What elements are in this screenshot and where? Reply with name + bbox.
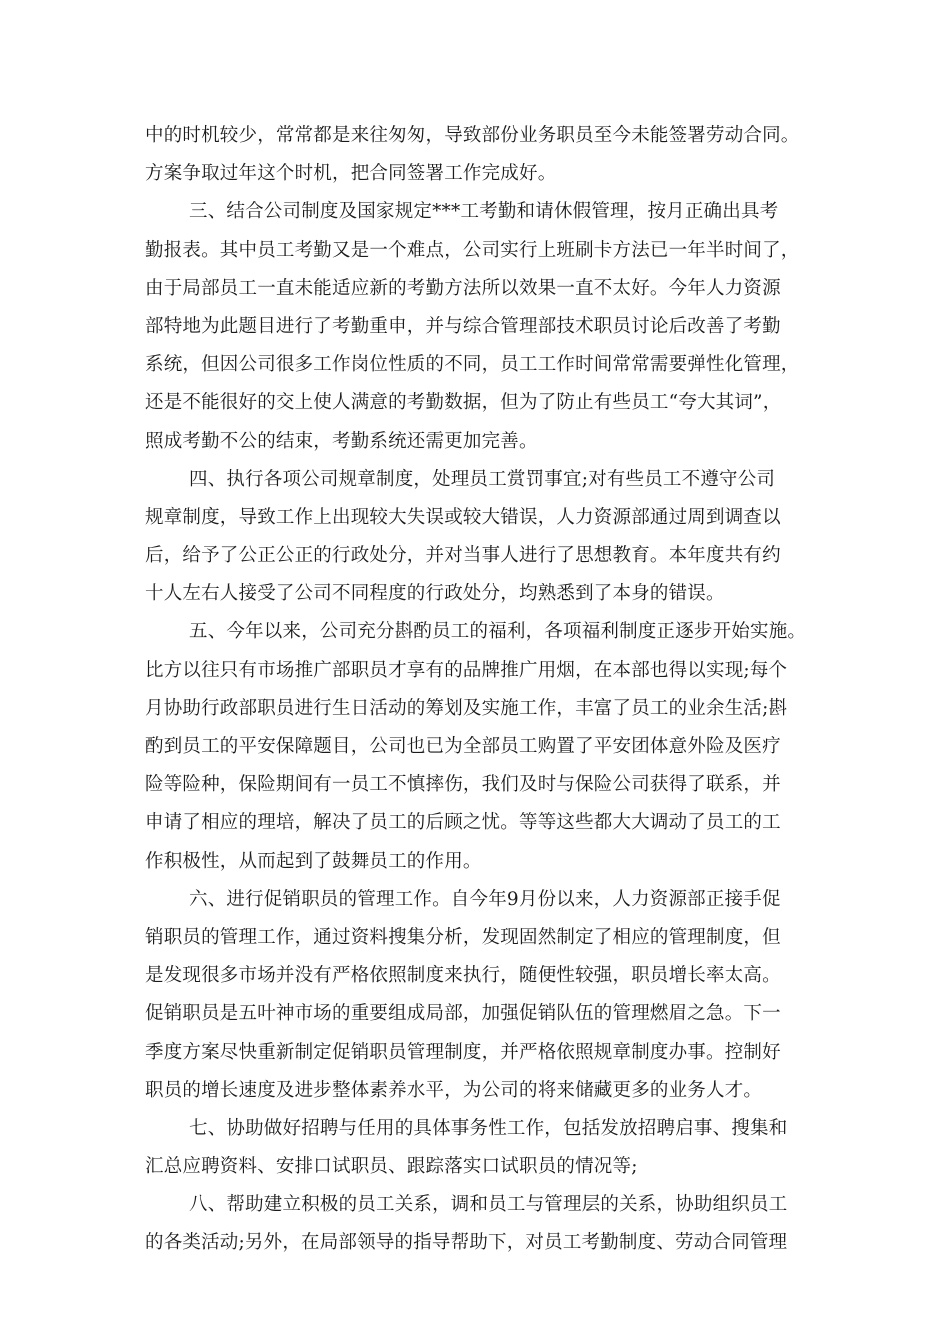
text-line: 规章制度，导致工作上出现较大失误或较大错误，人力资源部通过周到调查以 — [145, 506, 781, 528]
text-line: 由于局部员工一直未能适应新的考勤方法所以效果一直不太好。今年人力资源 — [145, 277, 781, 299]
paragraph-first-line: 三、结合公司制度及国家规定***工考勤和请休假管理，按月正确出具考 — [189, 201, 779, 223]
text-line: 中的时机较少，常常都是来往匆匆，导致部份业务职员至今未能签署劳动合同。 — [145, 125, 800, 146]
text-line: 系统，但因公司很多工作岗位性质的不同，员工工作时间常常需要弹性化管理， — [145, 354, 800, 376]
text-line: 销职员的管理工作，通过资料搜集分析，发现固然制定了相应的管理制度，但 — [145, 926, 781, 948]
paragraph-first-line: 六、进行促销职员的管理工作。自今年9月份以来，人力资源部正接手促 — [189, 888, 781, 910]
text-line: 勤报表。其中员工考勤又是一个难点，公司实行上班刷卡方法已一年半时间了， — [145, 239, 800, 261]
text-line: 后，给予了公正公正的行政处分，并对当事人进行了思想教育。本年度共有约 — [145, 545, 781, 567]
text-line: 职员的增长速度及进步整体素养水平，为公司的将来储藏更多的业务人才。 — [145, 1079, 763, 1101]
text-line: 比方以往只有市场推广部职员才享有的品牌推广用烟，在本部也得以实现;每个 — [145, 659, 788, 681]
text-line: 月协助行政部职员进行生日活动的筹划及实施工作，丰富了员工的业余生活;斟 — [145, 697, 788, 719]
paragraph-first-line: 五、今年以来，公司充分斟酌员工的福利，各项福利制度正逐步开始实施。 — [189, 621, 807, 643]
paragraph-first-line: 七、协助做好招聘与任用的具体事务性工作，包括发放招聘启事、搜集和 — [189, 1117, 788, 1139]
text-line: 部特地为此题目进行了考勤重申，并与综合管理部技术职员讨论后改善了考勤 — [145, 315, 781, 337]
paragraph-first-line: 四、执行各项公司规章制度，处理员工赏罚事宜;对有些员工不遵守公司 — [189, 468, 776, 490]
text-line: 十人左右人接受了公司不同程度的行政处分，均熟悉到了本身的错误。 — [145, 583, 725, 605]
text-line: 还是不能很好的交上使人满意的考勤数据，但为了防止有些员工“夸大其词”， — [145, 392, 782, 414]
text-line: 汇总应聘资料、安排口试职员、跟踪落实口试职员的情况等; — [145, 1156, 638, 1178]
text-line: 促销职员是五叶神市场的重要组成局部，加强促销队伍的管理燃眉之急。下一 — [145, 1003, 781, 1025]
text-line: 申请了相应的理培，解决了员工的后顾之忧。等等这些都大大调动了员工的工 — [145, 812, 781, 834]
text-line: 方案争取过年这个时机，把合同签署工作完成好。 — [145, 163, 557, 185]
text-line: 酌到员工的平安保障题目，公司也已为全部员工购置了平安团体意外险及医疗 — [145, 736, 781, 757]
text-line: 作积极性，从而起到了鼓舞员工的作用。 — [145, 850, 482, 872]
text-line: 的各类活动;另外，在局部领导的指导帮助下，对员工考勤制度、劳动合同管理 — [145, 1232, 788, 1254]
text-line: 季度方案尽快重新制定促销职员管理制度，并严格依照规章制度办事。控制好 — [145, 1041, 781, 1063]
paragraph-first-line: 八、帮助建立积极的员工关系，调和员工与管理层的关系，协助组织员工 — [189, 1194, 788, 1216]
text-line: 照成考勤不公的结束，考勤系统还需更加完善。 — [145, 430, 538, 452]
text-line: 险等险种，保险期间有一员工不慎摔伤，我们及时与保险公司获得了联系，并 — [145, 774, 781, 796]
text-line: 是发现很多市场并没有严格依照制度来执行，随便性较强，职员增长率太高。 — [145, 965, 781, 987]
document-body — [145, 117, 810, 1263]
